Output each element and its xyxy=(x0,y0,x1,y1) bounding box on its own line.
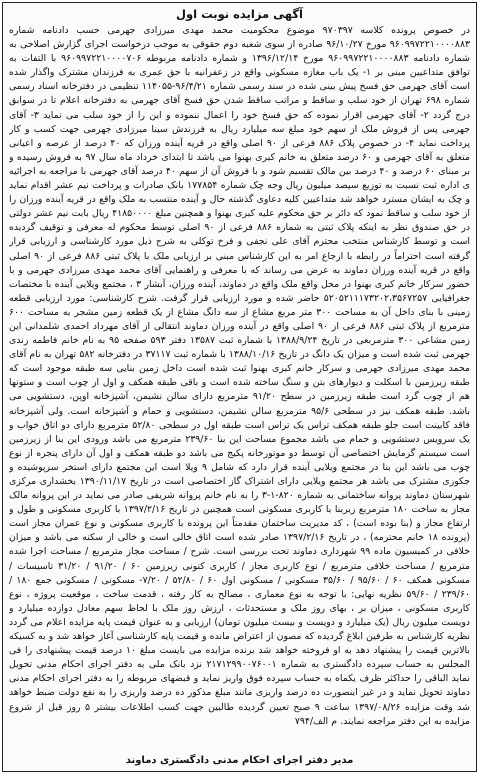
notice-signature: مدیر دفتر اجرای احکام مدنی دادگستری دماوند xyxy=(9,754,470,768)
notice-title: آگهی مزایده نوبت اول xyxy=(176,7,303,21)
notice-frame xyxy=(2,2,477,772)
notice-body: در خصوص پرونده کلاسه ۹۷۰۳۹۷ موضوع محکومیت محمد مهدی میرزادی جهرمی حسب دادنامه شماره ۹۶۰۹۹۷۲۲۱۰۰۰۰۸۸۳ مورخ ۹۶/۱۰/۲۷ صادره از سوی شعبه دوم حقوقی به موجب درخواست اجرای گزارش اصلاحی به شماره دادنامه ۹۶۰۹۹۷۲۲۱۰۰۰۰۸۸۳ مورخ ۱۳۹۶/۱۲/۱۴ و شماره دادنامه مربوطه ۹۶۰۹۹۷۲۲۱۰۰۰۰۷۰۶ با التفات به توافق متداعیین مبنی بر ۱- یک باب مغازه مسکونی واقع در زعفرانیه با حق عمری به فرزندان مشترک واگذار شده است آقای جهرمی حق فسخ پیش بینی شده در سند رسمی شماره ۹۶/۴/۲۱-۱۱۴۰۵۵ تنظیمی در دفترخانه اسناد رسمی شماره ۶۹۸ تهران از خود سلب و ساقط و مراتب ساقط شدن حق فسخ آقای جهرمی به دفترخانه اعلام تا در سوابق درج گردد ۲- آقای جهرمی اقرار نموده که حق فسخ خود را اعمال ننموده و این را از خود سلب می نماید ۳- آقای جهرمی پس از فروش ملک از سهم خود مبلغ سه میلیارد ریال به فرزندش سینا میرزادی جهرمی جهت کسب و کار پرداخت نماید ۴- در خصوص پلاک ۸۸۶ فرعی از ۹۰ اصلی واقع در قریه آینده ورزان که ۴۰ درصد از عرصه و اعیانی متعلق به آقای جهرمی و ۶۰ درصد متعلق به خانم کبری بهنوا می باشد تا ابتدای خرداد ماه سال ۹۷ به فروش رسیده و بر مبنای ۶۰ درصد و ۴۰ درصد بین مالک تقسیم شود و با فروش آن از سهم ۴۰ درصد آقای جهرمی با مراجعه به اجرائیه ی اداره ثبت نسبت به توزیع سیصد میلیون ریال وجه چک شماره ۱۷۷۸۵۴ بانک صادرات و پرداخت نیم عشر اقدام نماید و چک به ایشان مسترد خواهد شد متداعیین کلیه دعاوی گذشته حال و آینده منتسب به ملک واقع در قریه آینده ورزان را از خود سلب و ساقط نمود که دائر بر حق محکوم علیه کبری بهنوا و همچنین مبلغ ۴۱۸۵۰۰۰۰ ریال بابت نیم عشر دولتی در حق صندوق نظر به اینکه پلاک ثبتی به شماره ۸۸۶ فرعی از ۹۰ اصلی توسط محکوم له معرفی و توقیف گردیده است و توسط کارشناس منتخب محترم آقای علی نجفی و فرخ توکلی به شرح ذیل مورد کارشناسی و ارزیابی قرار گرفته است احتراماً در رابطه با ارجاع امر به این کارشناس مبنی بر ارزیابی ملک با پلاک ثبتی ۸۸۶ فرعی از ۹۰ اصلی واقع در قریه آینده ورزان دماوند به عرض می رساند که با معرفی و راهنمایی آقای محمد مهدی میرزادی جهرمی و با حضور سرکار خانم کبری بهنوا در محل واقع ملک واقع در دماوند، آینده ورزان، آبشار ۳ ، مجتمع ویلایی آینده با مختصات جغرافیایی ۵۲۰۵۲۱۱۱۷۳۲۰۲،۳۵۶۷۲۵۷ حاضر شده و مورد ارزیابی قرار گرفت. شرح کارشناسی: مورد ارزیابی قطعه زمینی با بنای داخل آن به مساحت ۳۰۰ متر مربع مشاع از سه دانگ مشاع از یک قطعه زمین مشجر به مساحت ۶۰۰ مترمربع از پلاک ثبتی ۸۸۶ فرعی از ۹۰ اصلی واقع در آینده ورزان دماوند انتقالی از آقای مهرداد احمدی شلمدانی این زمین مشاعی ۳۰۰ مترمربعی در تاریخ ۱۳۸۸/۹/۲۴ با شماره ثبت ۱۳۵۸۷ دفتر ۵۹۳ صفحه ۹۵ به نام خانم فاطمه زندی جهرمی ثبت شده است و میزان یک دانگ در تاریخ ۱۳۸۸/۱۰/۱۶ با شماره ثبت ۳۷۱۱۷ در دفترخانه ۵۸۲ تهران به نام آقای محمد مهدی میرزادی جهرمی و سرکار خانم کبری بهنوا ثبت شده است داخل زمین بنایی سه طبقه موجود است که طبقه زیرزمین با اسکلت و دیوارهای بتن و سنگ ساخته شده است و باقی طبقه همکف و اول از چوب است و ستونها هم از چوب گرد است طبقه زیرزمین در سطح ۹۱/۲۰ مترمربع دارای سالن نشیمن، آشپزخانه اوپن، دستشویی می باشد. طبقه همکف نیز در سطحی ۹۵/۶ مترمربع سالن نشیمن، دستشویی و حمام و آشپزخانه است. ولی آشپزخانه فاقد کابینت است جلو طبقه همکف تراس یک تراس است طبقه اول در سطحی ۵۲/۸۰ مترمربع دارای دو اتاق خواب و یک سرویس دستشویی و حمام می باشد مجموع مساحت این بنا ۲۳۹/۶۰ مترمربع می باشد ورودی این بنا از زیرزمین است سیستم گرمایش اختصاصی آن توسط دو موتورخانه پکیج می باشد دو طبقه همکف و اول آن دارای پنجره از نوع چوب می باشد این بنا در مجتمع ویلایی آینده قرار دارد که شامل ۹ ویلا است این مجتمع دارای استخر سرپوشیده و جکوزی مشترک می باشد هر مجتمع ویلایی دارای اشتراک گاز اختصاصی است در تاریخ ۱۳۹۰/۱۱/۱۷ بخشداری مرکزی شهرستان دماوند پروانه ساختمانی به شماره ۸۲۰-۱-۳ را به نام خانم پروانه شریفی صادر می نماید در این پروانه مالک مجاز به ساخت ۱۸۰ مترمربع زیربنا با کاربری مسکونی است همچنین در تاریخ ۱۳۹۷/۲/۱۶ با کاربری مسکونی و طول و ارتفاع مجاز و (بنا بوده است) ، کد مدیریت ساختمان مقدمتاً این پرونده با کاربری مسکونی و نوع عمران مجاز است (پرونده ۱۸ خانم محترمه) ، در تاریخ ۱۳۹۷/۲/۱۶ صادر شده است اتاق خالی است و خالی از سکنه می باشد و میزان خلافی در کمیسیون ماده ۹۹ شهرداری دماوند تحت بررسی است. شرح / مساحت مجاز مترمربع / مساحت اجرا شده مترمربع / مساحت خلافی مترمربع / نوع کاربری مجاز / کاربری کنونی زیرزمین ۶۰ / ۹۱/۲۰ / ۳۱/۲۰ تاسیسات / مسکونی همکف ۶۰ / ۹۵/۶۰ / ۳۵/۶۰ مسکونی / مسکونی اول ۶۰ / ۵۲/۸۰ / ۷/۲۰- مسکونی / مسکونی جمع ۱۸۰ / ۲۳۹/۶۰ / ۵۹/۶۰ نظریه نهایی: با توجه به نوع معماری ، مصالح به کار رفته ، قدمت ساخت ، موقعیت پروژه ، نوع کاربری مسکونی ، میزان بر ، بهای روز ملک و مستحدثات ، ارزش روز ملک با لحاظ سهم معادل دوازده میلیارد و دویست میلیون ریال (یک میلیارد و دویست و بیست میلیون تومان) ارزیابی و به عنوان قیمت پایه مزایده اعلام می گردد نظریه کارشناس به طرفین ابلاغ گردیده که مصون از اعتراض مانده و قیمت پایه کارشناسی آغاز خواهد شد و به کسیکه بالاترین قیمت را پیشنهاد دهد به او فروخته خواهد شد برنده مزایده می بایست مبلغ ۱۰ درصد قیمت پیشنهادی را فی المجلس به حساب سپرده دادگستری به شماره ۲۱۷۱۲۹۹۰۰۷۶۰۰۱ نزد بانک ملی به دفتر اجرای احکام مدنی تحویل نماید الباقی را حداکثر ظرف یکماه به حساب سپرده فوق واریز نماید و قبضهای مربوطه را به دفتر اجرای احکام مدنی دماوند تحویل نماید و در غیر اینصورت ده درصد واریزی مانند مبلغ مذکور ده درصد واریزی را به نفع دولت ضبط خواهد شد وقت مزایده ۱۳۹۷/۰۸/۲۶ ساعت ۹ صبح تعیین گردیده طالبین جهت کسب اطلاعات بیشتر ۵ روز قبل از شروع مزایده به این دفتر مراجعه نمایند. م الف/۷۹۴ xyxy=(9,25,470,727)
